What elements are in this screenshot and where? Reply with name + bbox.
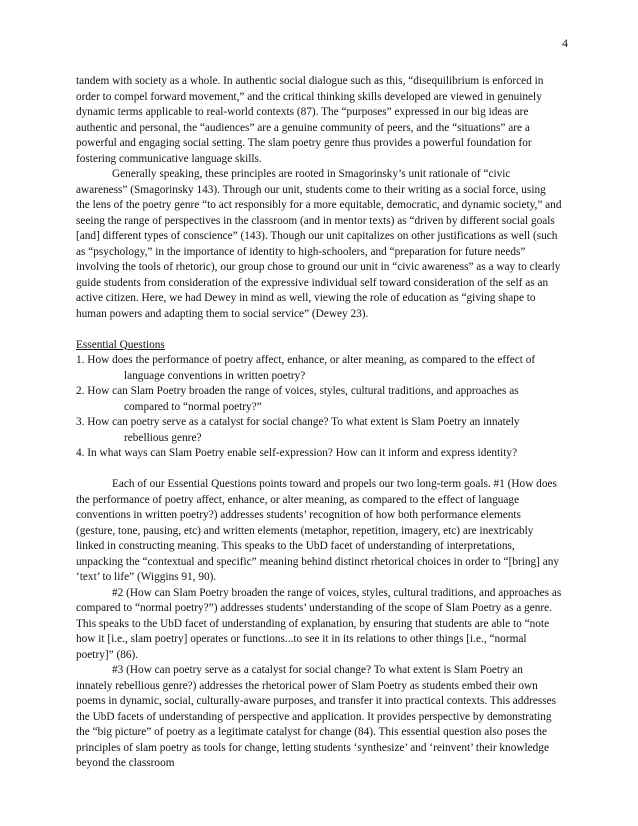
question-item-1: 1. How does the performance of poetry affect, enhance, or alter meaning, as compared to the effect of language conventions in written poetry?: [76, 354, 536, 382]
paragraph-5: #3 (How can poetry serve as a catalyst for social change? To what extent is Slam Poetry an innately rebellious genre?) addresses the rhetorical power of Slam Poetry as students embed their own poems in dynamic, social, culturally-aware purposes, and transfer it into practical contexts. This addresses the UbD facets of understanding of perspective and application. It provides perspective by demonstrating the “big picture” of poetry as a legitimate catalyst for change (84). This essential question also poses the principles of slam poetry as tools for change, letting students ‘synthesize’ and ‘reinvent’ their knowledge beyond the classroom: [76, 664, 557, 769]
body-text: [76, 74, 562, 772]
question-item-4: 4. In what ways can Slam Poetry enable self-expression? How can it inform and express identity?: [76, 447, 518, 459]
paragraph-2: Generally speaking, these principles are rooted in Smagorinsky’s unit rationale of “civic awareness” (Smagorinsky 143). Through our unit, students come to their writing as a social force, using the lens of the poetry genre “to act responsibly for a more equitable, democratic, and dynamic society,” and seeing the range of perspectives in the classroom (and in mentor texts) as “driven by different social goals [and] different types of conscience” (143). Though our unit capitalizes on other justifications as well (such as “psychology,” in the importance of identity to high-schoolers, and “preparation for future needs” involving the tools of rhetoric), our group chose to ground our unit in “civic awareness” as a way to clearly guide students from consideration of the expressive individual self toward consideration of the self as an active citizen. Here, we had Dewey in mind as well, viewing the role of education as “giving shape to human powers and adapting them to social service” (Dewey 23).: [76, 168, 562, 320]
paragraph-3: Each of our Essential Questions points toward and propels our two long-term goals. #1 (How does the performance of poetry affect, enhance, or alter meaning, as compared to the effect of language conventions in written poetry?) addresses students’ recognition of how both performance elements (gesture, tone, pausing, etc) and written elements (metaphor, repetition, imagery, etc) are inextricably linked in constructing meaning. This speaks to the UbD facet of understanding of interpretations, unpacking the “contextual and specific” meaning behind distinct rhetorical choices in order to “[bring] any ‘text’ to life” (Wiggins 91, 90).: [76, 478, 560, 583]
paragraph-4: #2 (How can Slam Poetry broaden the range of voices, styles, cultural traditions, and approaches as compared to “normal poetry?”) addresses students’ understanding of the scope of Slam Poetry as a genre. This speaks to the UbD facet of understanding of explanation, by ensuring that students are able to “note how it [i.e., slam poetry] operates or functions...to see it in its relations to other things [i.e., “normal poetry]” (86).: [76, 586, 562, 661]
page-number: 4: [562, 36, 568, 50]
essential-questions-list: [76, 353, 562, 462]
paragraph-1: tandem with society as a whole. In authentic social dialogue such as this, “disequilibrium is enforced in order to compel forward movement,” and the critical thinking skills developed are viewed in genuinely dynamic terms applicable to real-world contexts (87). The “purposes” expressed in our big ideas are authentic and personal, the “audiences” are a genuine community of peers, and the “situations” are a powerful and engaging social setting. The slam poetry genre thus provides a powerful foundation for fostering communicative language skills.: [76, 75, 544, 165]
question-item-2: 2. How can Slam Poetry broaden the range of voices, styles, cultural traditions, and approaches as compared to “normal poetry?”: [76, 385, 519, 413]
essential-questions-heading: Essential Questions: [76, 338, 165, 351]
question-item-3: 3. How can poetry serve as a catalyst for social change? To what extent is Slam Poetry an innately rebellious genre?: [76, 416, 520, 444]
